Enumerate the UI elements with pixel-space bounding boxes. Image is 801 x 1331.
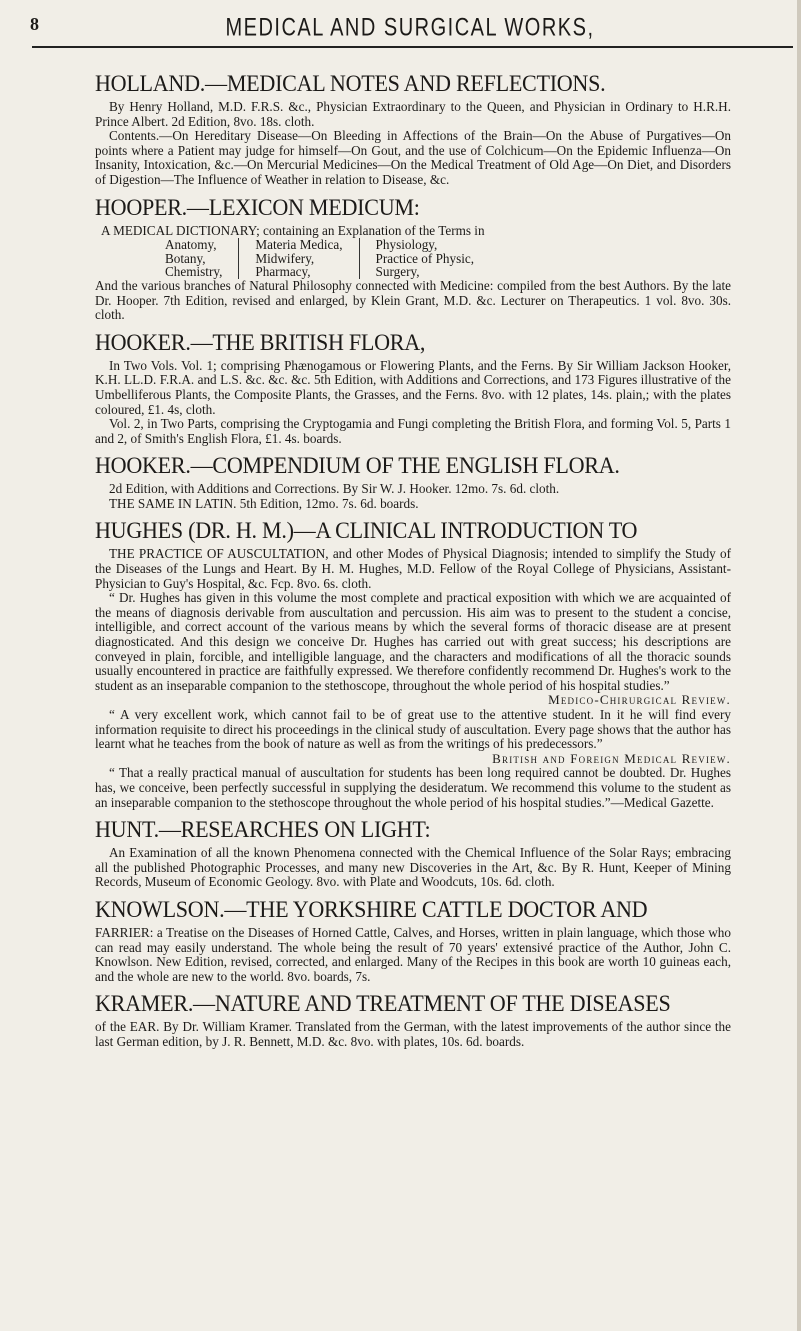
entry-title: HOOKER.—THE BRITISH FLORA,: [95, 329, 426, 356]
entry-holland: [95, 70, 731, 188]
entry-description: FARRIER: a Treatise on the Diseases of Horned Cattle, Calves, and Horses, written in plain language, which those who can read may easily understand. The whole being the result of 70 years' extensivé practice of the Author, John C. Knowlson. New Edition, revised, corrected, and enlarged. Many of the Recipes in this book are worth 10 guineas each, and the whole are new to the world. 8vo. boards, 7s.: [95, 924, 731, 984]
entry-description: An Examination of all the known Phenomena connected with the Chemical Influence of the Solar Rays; embracing all the published Photographic Processes, and many new Discoveries in the Art, &c. By R. Hunt, Keeper of Mining Records, Museum of Economic Geology. 8vo. with Plate and Woodcuts, 10s. 6d. cloth.: [95, 845, 731, 890]
entry-description: Vol. 2, in Two Parts, comprising the Cryptogamia and Fungi completing the British Flora, and forming Vol. 5, Parts 1 and 2, of Smith's English Flora, £1. 4s. boards.: [95, 416, 731, 446]
page-number: 8: [30, 14, 39, 34]
subject-term: Practice of Physic,: [375, 250, 475, 266]
subject-columns: [149, 238, 731, 279]
subject-term: Surgery,: [375, 264, 420, 280]
subject-term: Midwifery,: [255, 250, 315, 266]
page-header: [30, 14, 790, 40]
entry-title: HOOPER.—LEXICON MEDICUM:: [95, 194, 420, 221]
entry-description: By Henry Holland, M.D. F.R.S. &c., Physician Extraordinary to the Queen, and Physician in Ordinary to H.R.H. Prince Albert. 2d Edition, 8vo. 18s. cloth.: [95, 99, 731, 129]
subject-term: Pharmacy,: [255, 264, 311, 280]
entry-title: HUGHES (DR. H. M.)—A CLINICAL INTRODUCTION TO: [95, 518, 638, 545]
entry-title: HUNT.—RESEARCHES ON LIGHT:: [95, 817, 431, 844]
subject-column: [238, 238, 358, 279]
entry-description: of the EAR. By Dr. William Kramer. Translated from the German, with the latest improvements of the author since the last German edition, by J. R. Bennett, M.D. &c. 8vo. with plates, 10s. 6d. boards.: [95, 1019, 731, 1049]
entry-description: THE SAME IN LATIN. 5th Edition, 12mo. 7s. 6d. boards.: [109, 495, 419, 511]
entry-hughes: [95, 517, 731, 810]
subject-column: [359, 238, 491, 279]
entry-knowlson: [95, 896, 731, 984]
entry-contents: Contents.—On Hereditary Disease—On Bleeding in Affections of the Brain—On the Abuse of Purgatives—On points where a Patient may judge for himself—On Gout, and the use of Colchicum—On the Epidemic Influenza—On Insanity, Intoxication, &c.—On Mercurial Medicines—On the Medical Treatment of Old Age—On Diet, and Disorders of Digestion—The Influence of Weather in relation to Disease, &c.: [95, 128, 731, 187]
catalogue-content: [95, 70, 731, 1056]
running-head: MEDICAL AND SURGICAL WORKS,: [225, 14, 595, 42]
review-quote: “ Dr. Hughes has given in this volume the most complete and practical exposition with which we are acquainted of the means of diagnosis derivable from auscultation and percussion. His aim was to present to the student a concise, intelligible, and correct account of the various means by which the several forms of thoracic disease are at present diagnosticated. And this design we conceive Dr. Hughes has carried out with great success; his descriptions are conveyed in plain, forcible, and intelligible language, and the characters and modifications of all the thoracic sounds usually encountered in practice are faithfully expressed. We therefore confidently recommend Dr. Hughes's work to the student as an inseparable companion to the stethoscope, throughout the whole period of his hospital studies.”: [95, 590, 731, 693]
review-quote: “ A very excellent work, which cannot fail to be of great use to the attentive student. In it he will find every information requisite to direct his proceedings in the clinical study of auscultation. Every page shows that the author has learnt what he teaches from the book of nature as well as from the writings of his predecessors.”: [95, 707, 731, 752]
entry-description: And the various branches of Natural Philosophy connected with Medicine: compiled from the best Authors. By the late Dr. Hooper. 7th Edition, revised and enlarged, by Klein Grant, M.D. &c. Lecturer on Therapeutics. 1 vol. 8vo. 30s. cloth.: [95, 277, 731, 323]
review-quote: “ That a really practical manual of auscultation for students has been long required cannot be doubted. Dr. Hughes has, we conceive, been perfectly successful in supplying the desideratum. We recommend this volume to the student as an inseparable companion to the stethoscope throughout the whole period of his hospital studies.”—Medical Gazette.: [95, 765, 731, 810]
header-rule: [32, 46, 793, 48]
review-source: Medico-Chirurgical Review.: [548, 692, 731, 708]
entry-hunt: [95, 816, 731, 890]
entry-hooker-compendium: [95, 452, 731, 511]
subject-term: Botany,: [165, 250, 206, 266]
entry-description: In Two Vols. Vol. 1; comprising Phænogamous or Flowering Plants, and the Ferns. By Sir William Jackson Hooker, K.H. LL.D. F.R.A. and L.S. &c. &c. &c. 5th Edition, with Additions and Corrections, and 173 Figures illustrative of the Umbelliferous Plants, the Composite Plants, the Grasses, and the Ferns. 8vo. with 12 plates, 14s. plain,; with the plates coloured, £1. 4s, cloth.: [95, 357, 731, 417]
subject-term: Materia Medica,: [255, 237, 343, 253]
entry-title: KRAMER.—NATURE AND TREATMENT OF THE DISEASES: [95, 991, 671, 1018]
entry-hooker-flora: [95, 329, 731, 447]
entry-hooper: [95, 194, 731, 323]
entry-title: KNOWLSON.—THE YORKSHIRE CATTLE DOCTOR AND: [95, 896, 648, 923]
dictionary-intro: A MEDICAL DICTIONARY; containing an Explanation of the Terms in: [101, 222, 485, 238]
entry-kramer: [95, 990, 731, 1049]
subject-term: Chemistry,: [165, 264, 223, 280]
entry-description: 2d Edition, with Additions and Corrections. By Sir W. J. Hooker. 12mo. 7s. 6d. cloth.: [109, 481, 560, 497]
subject-column: [149, 238, 238, 279]
subject-term: Anatomy,: [165, 237, 217, 253]
entry-title: HOLLAND.—MEDICAL NOTES AND REFLECTIONS.: [95, 71, 606, 97]
review-source: British and Foreign Medical Review.: [492, 750, 731, 766]
subject-term: Physiology,: [375, 237, 438, 253]
entry-title: HOOKER.—COMPENDIUM OF THE ENGLISH FLORA.: [95, 453, 620, 480]
entry-description: THE PRACTICE OF AUSCULTATION, and other Modes of Physical Diagnosis; intended to simplify the Study of the Diseases of the Lungs and Heart. By H. M. Hughes, M.D. Fellow of the Royal College of Physicians, Assistant-Physician to Guy's Hospital, &c. Fcp. 8vo. 6s. cloth.: [95, 546, 731, 591]
